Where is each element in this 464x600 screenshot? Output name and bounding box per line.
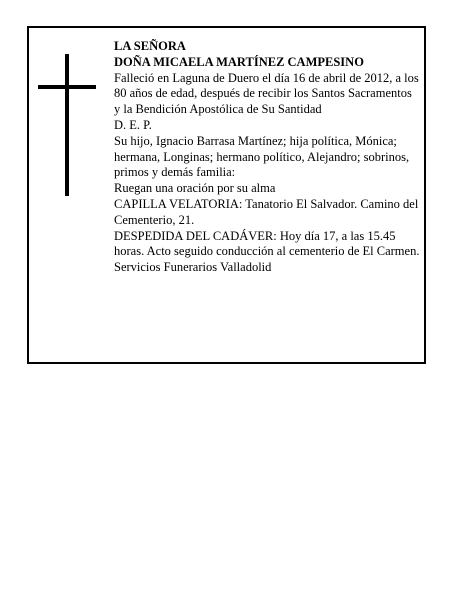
farewell-info: DESPEDIDA DEL CADÁVER: Hoy día 17, a las 15.45 horas. Acto seguido conducción al cementerio de El Carmen.: [114, 228, 420, 259]
prayer-request: Ruegan una oración por su alma: [114, 181, 276, 196]
funeral-service: Servicios Funerarios Valladolid: [114, 260, 272, 275]
cross-horizontal-bar: [38, 85, 96, 89]
rip-line: D. E. P.: [114, 117, 152, 132]
chapel-info: CAPILLA VELATORIA: Tanatorio El Salvador. Camino del Cementerio, 21.: [114, 196, 419, 227]
notice-title: LA SEÑORA: [114, 39, 186, 53]
cross-vertical-bar: [65, 54, 69, 196]
obituary-text: [114, 39, 420, 276]
death-statement: Falleció en Laguna de Duero el día 16 de abril de 2012, a los 80 años de edad, después de recibir los Santos Sacramentos y la Bendición Apostólica de Su Santidad: [114, 70, 419, 117]
cross-icon: [38, 54, 96, 196]
deceased-name: DOÑA MICAELA MARTÍNEZ CAMPESINO: [114, 54, 364, 69]
family-list: Su hijo, Ignacio Barrasa Martínez; hija política, Mónica; hermana, Longinas; hermano político, Alejandro; sobrinos, primos y demás familia:: [114, 133, 410, 180]
